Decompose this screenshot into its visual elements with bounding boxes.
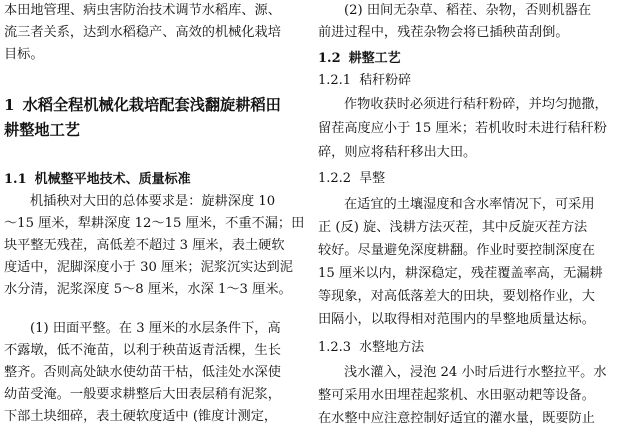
- text-line: 15 厘米以内，耕深稳定，残茬覆盖率高，无漏耕: [318, 266, 603, 281]
- section-title: 耕整工艺: [348, 51, 401, 66]
- text-line: 作物收获时必须进行秸秆粉碎，并均匀抛撒，: [344, 97, 608, 112]
- section-heading-1-1: [4, 171, 191, 189]
- text-line: 在适宜的土壤湿度和含水率情况下，可采用: [344, 197, 595, 212]
- text-line: 流三者关系，达到水稻稳产、高效的机械化栽培: [4, 25, 281, 40]
- text-line: 碎，则应将秸秆移出大田。: [318, 145, 477, 160]
- text-line: 不露墩，低不淹苗，以利于秧苗返青活棵，生长: [4, 343, 281, 358]
- text-line: 整齐。否则高处缺水使幼苗干枯，低洼处水深使: [4, 365, 281, 380]
- section-heading-1-2-2: [318, 170, 385, 188]
- text-line: 下部土块细碎，表土硬软度适中 (锥度计测定，: [4, 409, 278, 424]
- section-heading-1-2-3: [318, 339, 424, 357]
- section-heading-1-cont: 耕整地工艺: [4, 121, 80, 139]
- section-number: 1: [4, 96, 15, 114]
- section-title: 机械整平地技术、质量标准: [34, 172, 191, 187]
- text-line: 水分清，泥浆深度 5～8 厘米，水深 1～3 厘米。: [4, 282, 292, 297]
- section-number: 1.2: [318, 51, 341, 66]
- text-line: 浅水灌入，浸泡 24 小时后进行水整拉平。水: [344, 365, 607, 380]
- section-title: 旱整: [359, 171, 386, 186]
- text-line: 在水整中应注意控制好适宜的灌水量，既要防止: [318, 411, 595, 426]
- text-line: (2) 田间无杂草、稻茬、杂物，否则机器在: [344, 3, 592, 18]
- section-heading-1-2: [318, 50, 401, 68]
- section-title: 水整地方法: [359, 340, 425, 355]
- text-line: 块平整无残茬，高低差不超过 3 厘米，表土硬软: [4, 238, 285, 253]
- section-number: 1.2.3: [318, 340, 352, 355]
- text-line: 度适中，泥脚深度小于 30 厘米；泥浆沉实达到泥: [4, 260, 293, 275]
- text-line: ～15 厘米，犁耕深度 12～15 厘米，不重不漏；田: [4, 216, 305, 231]
- text-line: 幼苗受淹。一般要求耕整后大田表层稍有泥浆，: [4, 387, 281, 402]
- text-line: 整可采用水田埋茬起浆机、水田驱动耙等设备。: [318, 388, 595, 403]
- text-line: 等现象，对高低落差大的田块，要划格作业，大: [318, 289, 595, 304]
- text-line: 正 (反) 旋、浅耕方法灭茬，其中反旋灭茬方法: [318, 220, 588, 235]
- text-line: (1) 田面平整。在 3 厘米的水层条件下，高: [30, 321, 281, 336]
- text-line: 较好。尽量避免深度耕翻。作业时要控制深度在: [318, 243, 595, 258]
- text-line: 目标。: [4, 47, 44, 62]
- section-title: 秸秆粉碎: [359, 73, 412, 88]
- section-heading-1: [4, 95, 281, 115]
- text-line: 田隔小，以取得相对范围内的旱整地质量达标。: [318, 312, 595, 327]
- text-line: 前进过程中，残茬杂物会将已插秧苗刮倒。: [318, 25, 569, 40]
- section-title: 水稻全程机械化栽培配套浅翻旋耕稻田: [22, 96, 281, 114]
- section-number: 1.2.1: [318, 73, 352, 88]
- section-heading-1-2-1: [318, 72, 411, 90]
- section-number: 1.1: [4, 172, 27, 187]
- text-line: 留茬高度应小于 15 厘米；若机收时未进行秸秆粉: [318, 121, 607, 136]
- text-line: 机插秧对大田的总体要求是：旋耕深度 10: [30, 194, 276, 209]
- section-number: 1.2.2: [318, 171, 352, 186]
- text-line: 本田地管理、病虫害防治技术调节水稻库、源、: [4, 3, 281, 18]
